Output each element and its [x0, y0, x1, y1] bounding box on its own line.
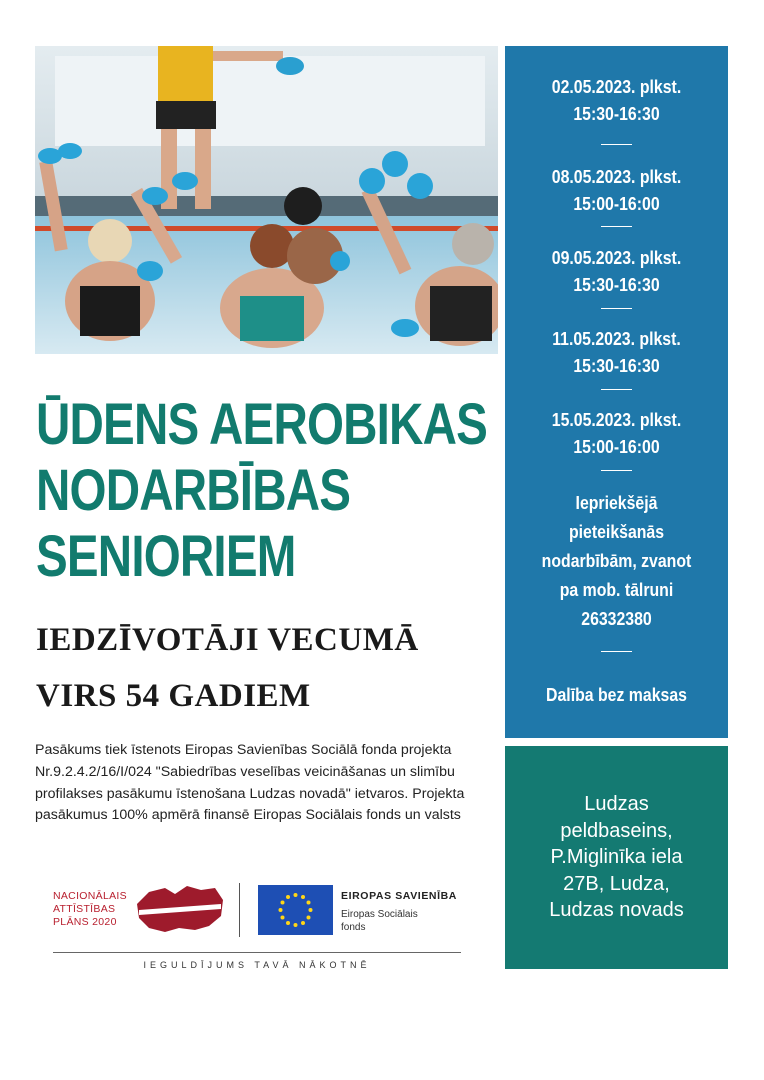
registration-line: pa mob. tālruni — [559, 580, 674, 600]
location-panel — [505, 746, 728, 969]
location-line: P.Miglinīka iela — [550, 846, 683, 869]
schedule-slot — [505, 326, 728, 380]
slot-date: 15.05.2023. plkst. — [551, 410, 682, 430]
slot-time: 15:30-16:30 — [573, 356, 660, 376]
funding-logos — [53, 880, 463, 970]
separator — [601, 389, 632, 390]
aqua-aerobics-photo — [35, 46, 498, 354]
schedule-slot — [505, 407, 728, 461]
nap-logo-text — [53, 890, 127, 929]
separator — [601, 470, 632, 471]
registration-line: pieteikšanās — [568, 522, 665, 542]
slot-time: 15:30-16:30 — [573, 275, 660, 295]
schedule-panel — [505, 46, 728, 738]
title-line-1: ŪDENS AEROBIKAS — [36, 392, 488, 457]
slot-time: 15:00-16:00 — [573, 194, 660, 214]
eu-sub-line-1: Eiropas Sociālais — [341, 909, 418, 920]
location-line: Ludzas — [584, 793, 649, 816]
eu-logo-subtitle — [341, 908, 418, 934]
project-note: Pasākums tiek īstenots Eiropas Savienības Sociālā fonda projekta Nr.9.2.4.2/16/I/024 "Sabiedrības veselības veicināšanas un slimību profilakses pasākumu īstenošana Ludzas novadā" ietvaros. Projekta pasākumus 100% apmērā finansē Eiropas Sociālais fonds un valsts — [35, 742, 465, 824]
free-participation — [505, 681, 728, 710]
eu-flag-icon — [258, 885, 333, 935]
schedule-slot — [505, 245, 728, 299]
registration-line: nodarbībām, zvanot — [541, 551, 692, 571]
schedule-slot — [505, 164, 728, 218]
subtitle-line-2: VIRS 54 GADIEM — [36, 678, 311, 714]
slot-date: 02.05.2023. plkst. — [551, 77, 682, 97]
location-line: peldbaseins, — [560, 819, 673, 842]
separator — [601, 226, 632, 227]
tagline: IEGULDĪJUMS TAVĀ NĀKOTNĒ — [143, 960, 371, 970]
phone-number: 26332380 — [581, 609, 652, 629]
registration-line: Iepriekšējā — [575, 493, 658, 513]
schedule-slot — [505, 74, 728, 128]
title-line-2: NODARBĪBAS — [36, 458, 351, 523]
audience-subtitle — [36, 612, 496, 724]
free-label: Dalība bez maksas — [546, 685, 687, 705]
logo-divider — [239, 883, 240, 937]
separator — [601, 651, 632, 652]
slot-date: 08.05.2023. plkst. — [551, 167, 682, 187]
subtitle-line-1: IEDZĪVOTĀJI VECUMĀ — [36, 622, 419, 658]
title-line-3: SENIORIEM — [36, 524, 296, 589]
eu-logo-title: EIROPAS SAVIENĪBA — [341, 890, 457, 902]
slot-date: 09.05.2023. plkst. — [551, 248, 682, 268]
location-line: 27B, Ludza, — [563, 872, 670, 895]
slot-time: 15:00-16:00 — [573, 437, 660, 457]
location-line: Ludzas novads — [549, 899, 684, 922]
tagline-divider — [53, 952, 461, 953]
slot-time: 15:30-16:30 — [573, 104, 660, 124]
nap-line-3: PLĀNS 2020 — [53, 916, 117, 928]
nap-line-2: ATTĪSTĪBAS — [53, 903, 116, 915]
latvia-map-logo — [135, 882, 225, 937]
slot-date: 11.05.2023. plkst. — [552, 329, 681, 349]
separator — [601, 308, 632, 309]
registration-info — [505, 489, 728, 634]
eu-sub-line-2: fonds — [341, 922, 366, 933]
event-title — [36, 392, 488, 590]
nap-line-1: NACIONĀLAIS — [53, 890, 127, 902]
separator — [601, 144, 632, 145]
